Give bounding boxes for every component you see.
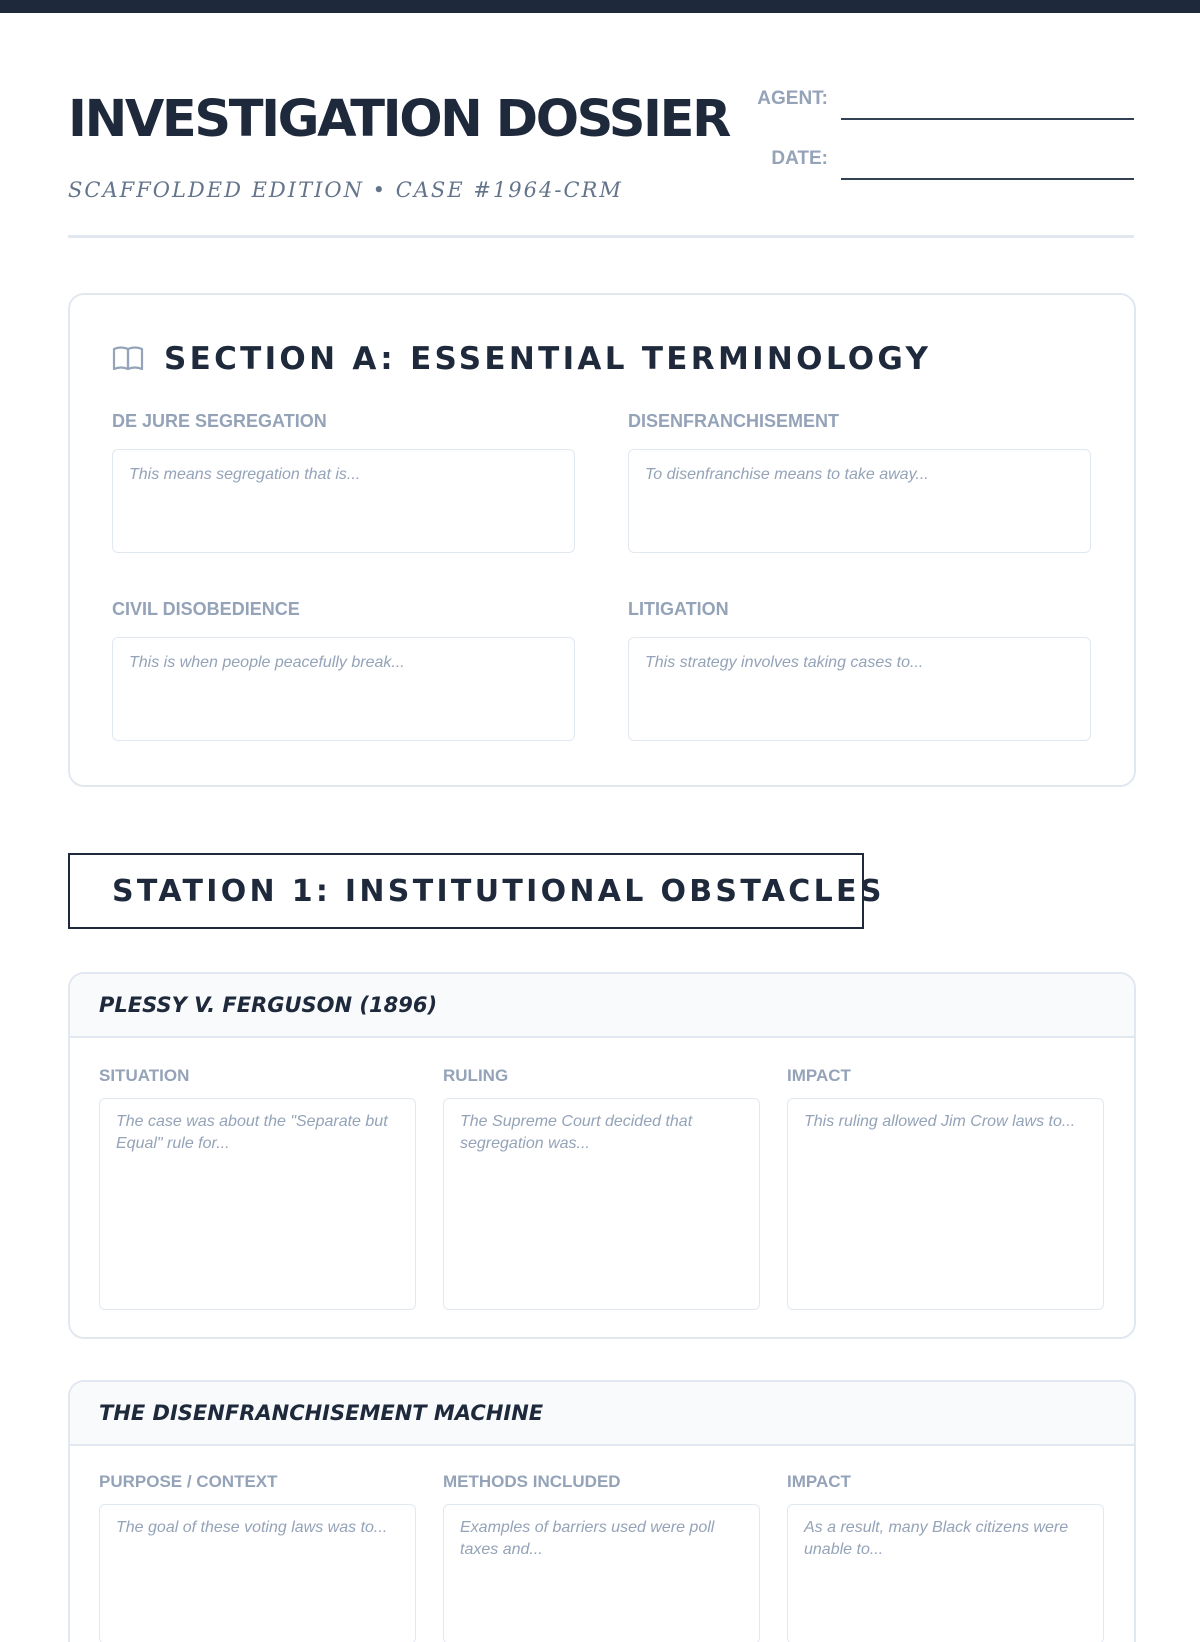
- case-card-disenfranchisement-machine: [68, 1380, 1136, 1642]
- case-column-impact: [787, 1066, 1104, 1310]
- case-title: PLESSY V. FERGUSON (1896): [99, 993, 438, 1017]
- case-column-situation: [99, 1066, 416, 1310]
- term-answer-box[interactable]: This is when people peacefully break...: [112, 637, 575, 741]
- column-answer-box[interactable]: The Supreme Court decided that segregation was...: [443, 1098, 760, 1310]
- date-input-line[interactable]: [841, 178, 1134, 180]
- book-icon: [112, 345, 144, 373]
- section-a-heading: [112, 341, 931, 377]
- date-label: DATE:: [771, 148, 828, 169]
- page-subtitle: SCAFFOLDED EDITION • CASE #1964-CRM: [68, 178, 623, 202]
- term-answer-box[interactable]: This strategy involves taking cases to...: [628, 637, 1091, 741]
- station-1-banner: [68, 853, 885, 929]
- case-column-methods: [443, 1472, 760, 1642]
- agent-input-line[interactable]: [841, 118, 1134, 120]
- column-label: RULING: [443, 1066, 509, 1085]
- top-bar: [0, 0, 1200, 13]
- header-divider: [68, 235, 1134, 238]
- column-answer-box[interactable]: The goal of these voting laws was to...: [99, 1504, 416, 1642]
- column-label: IMPACT: [787, 1472, 851, 1491]
- dossier-header: [68, 88, 1134, 240]
- column-label: SITUATION: [99, 1066, 190, 1085]
- term-disenfranchisement: [628, 411, 1091, 553]
- term-label: CIVIL DISOBEDIENCE: [112, 599, 300, 619]
- term-answer-box[interactable]: To disenfranchise means to take away...: [628, 449, 1091, 553]
- term-civil-disobedience: [112, 599, 575, 741]
- case-title: THE DISENFRANCHISEMENT MACHINE: [99, 1401, 544, 1425]
- column-label: IMPACT: [787, 1066, 851, 1085]
- term-label: DISENFRANCHISEMENT: [628, 411, 840, 431]
- term-answer-box[interactable]: This means segregation that is...: [112, 449, 575, 553]
- term-de-jure-segregation: [112, 411, 575, 553]
- date-field: [734, 148, 1134, 178]
- case-column-purpose: [99, 1472, 416, 1642]
- term-label: DE JURE SEGREGATION: [112, 411, 327, 431]
- case-card-header: [70, 974, 1134, 1038]
- term-label: LITIGATION: [628, 599, 729, 619]
- column-answer-box[interactable]: As a result, many Black citizens were unable to...: [787, 1504, 1104, 1642]
- case-column-ruling: [443, 1066, 760, 1310]
- case-column-impact: [787, 1472, 1104, 1642]
- agent-field: [734, 88, 1134, 118]
- section-a-title: SECTION A: ESSENTIAL TERMINOLOGY: [164, 341, 932, 377]
- column-label: METHODS INCLUDED: [443, 1472, 621, 1491]
- case-card-plessy: [68, 972, 1136, 1339]
- agent-label: AGENT:: [757, 88, 828, 109]
- case-card-header: [70, 1382, 1134, 1446]
- term-litigation: [628, 599, 1091, 741]
- column-answer-box[interactable]: This ruling allowed Jim Crow laws to...: [787, 1098, 1104, 1310]
- column-label: PURPOSE / CONTEXT: [99, 1472, 278, 1491]
- page-title: INVESTIGATION DOSSIER: [68, 90, 729, 149]
- column-answer-box[interactable]: The case was about the "Separate but Equal" rule for...: [99, 1098, 416, 1310]
- column-answer-box[interactable]: Examples of barriers used were poll taxes and...: [443, 1504, 760, 1642]
- station-1-title: STATION 1: INSTITUTIONAL OBSTACLES: [112, 873, 885, 909]
- section-a-terminology: [68, 293, 1136, 787]
